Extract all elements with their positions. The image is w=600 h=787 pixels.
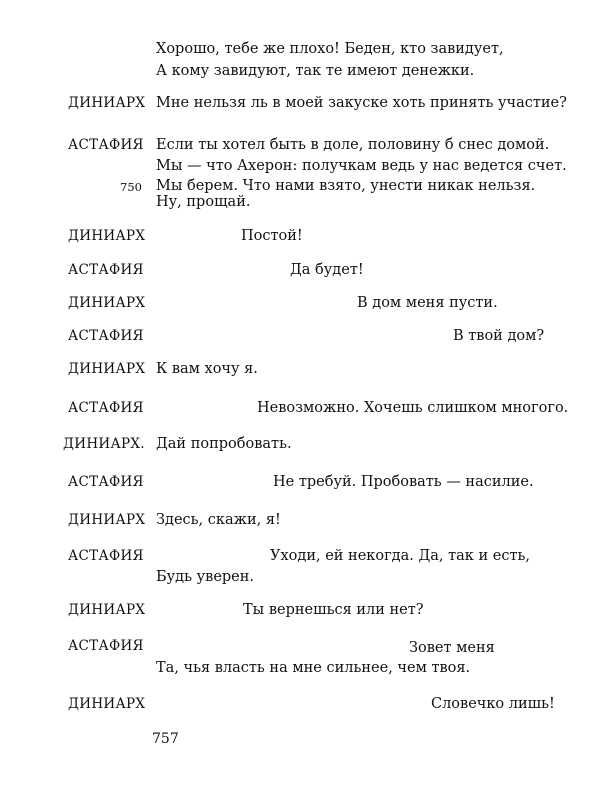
speaker-name: ДИНИАРХ: [68, 512, 146, 528]
verse-line: Если ты хотел быть в доле, половину б снес домой.: [156, 137, 550, 153]
verse-line: А кому завидуют, так те имеют денежки.: [156, 63, 475, 79]
verse-line: Мы — что Ахерон: получкам ведь у нас ведется счет.: [156, 158, 567, 174]
verse-line: Словечко лишь!: [431, 696, 555, 712]
verse-line: К вам хочу я.: [156, 361, 258, 377]
verse-line: Ты вернешься или нет?: [243, 602, 424, 618]
speaker-name: ДИНИАРХ: [68, 295, 146, 311]
verse-line: Здесь, скажи, я!: [156, 512, 281, 528]
line-number: 750: [120, 180, 142, 194]
verse-line: Та, чья власть на мне сильнее, чем твоя.: [156, 660, 471, 676]
verse-line: Мне нельзя ль в моей закуске хоть принять участие?: [156, 95, 567, 111]
speaker-name: ДИНИАРХ.: [63, 436, 145, 452]
verse-line: Постой!: [241, 228, 303, 244]
verse-line: Не требуй. Пробовать — насилие.: [273, 474, 534, 490]
verse-line: Невозможно. Хочешь слишком многого.: [257, 400, 569, 416]
speaker-name: АСТАФИЯ: [68, 474, 144, 490]
speaker-name: ДИНИАРХ: [68, 602, 146, 618]
verse-line: Дай попробовать.: [156, 436, 292, 452]
verse-line: Будь уверен.: [156, 569, 255, 585]
speaker-name: АСТАФИЯ: [68, 638, 144, 654]
speaker-name: АСТАФИЯ: [68, 137, 144, 153]
verse-line: Мы берем. Что нами взято, унести никак нельзя.: [156, 178, 536, 194]
speaker-name: ДИНИАРХ: [68, 696, 146, 712]
verse-line: Хорошо, тебе же плохо! Беден, кто завидует,: [156, 41, 504, 57]
page-number: 757: [152, 731, 179, 747]
speaker-name: АСТАФИЯ: [68, 328, 144, 344]
verse-line: В твой дом?: [453, 328, 545, 344]
verse-line: Да будет!: [290, 262, 364, 278]
verse-line: В дом меня пусти.: [357, 295, 498, 311]
speaker-name: АСТАФИЯ: [68, 548, 144, 564]
speaker-name: АСТАФИЯ: [68, 400, 144, 416]
speaker-name: ДИНИАРХ: [68, 95, 146, 111]
verse-line: Ну, прощай.: [156, 194, 251, 210]
speaker-name: ДИНИАРХ: [68, 361, 146, 377]
verse-line: Уходи, ей некогда. Да, так и есть,: [270, 548, 530, 564]
verse-line: Зовет меня: [409, 640, 495, 656]
speaker-name: ДИНИАРХ: [68, 228, 146, 244]
speaker-name: АСТАФИЯ: [68, 262, 144, 278]
